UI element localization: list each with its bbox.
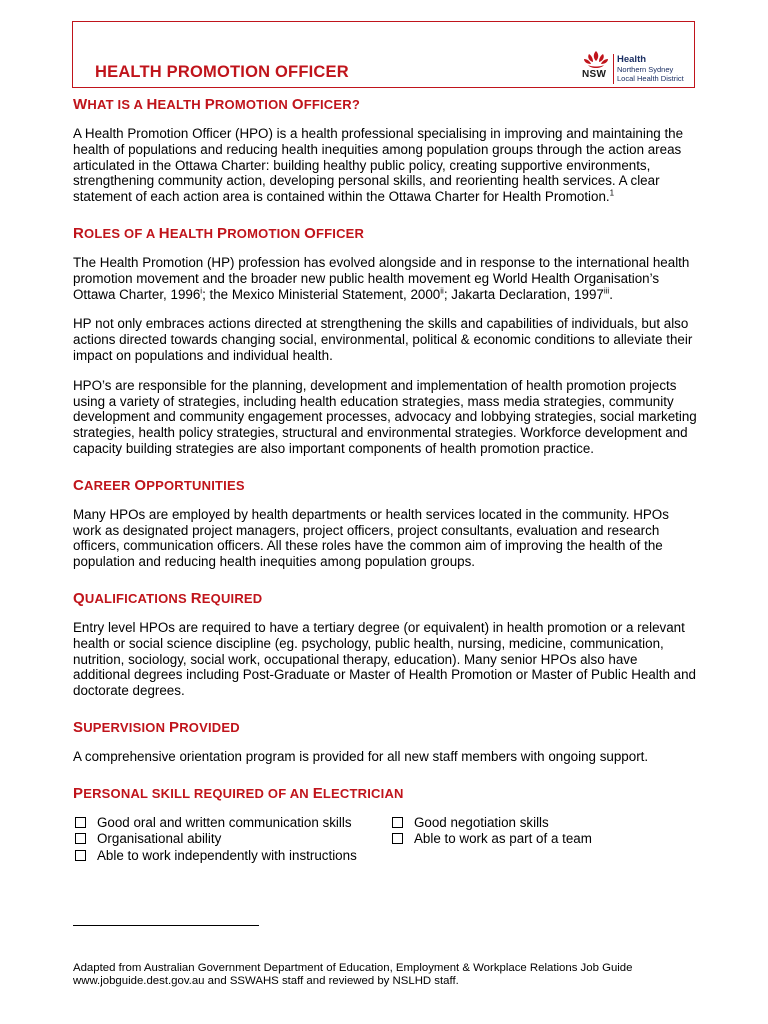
logo-line-2: Northern Sydney: [617, 65, 674, 74]
document-body: [73, 96, 698, 865]
skills-column-2: [390, 815, 592, 848]
footnote-ref: 1: [609, 188, 615, 198]
list-item: Organisational ability: [73, 831, 357, 847]
roles-paragraph-1: The Health Promotion (HP) profession has evolved alongside and in response to the international health promotion movement and the broader new public health movement eg World Health Organisation’s Ottawa Charter, 1996$^i$; the Mexico Ministerial Statement, 2000$^{ii}$; Jakarta Declaration, 1997$^{iii}$.: [73, 254, 690, 302]
skills-column-1: [73, 815, 357, 864]
roles-paragraph-2: HP not only embraces actions directed at strengthening the skills and capabilities of individuals, but also actions directed towards changing social, environmental, political & economic conditions to alleviate their impact on populations and individual health.: [73, 316, 693, 363]
logo-line-3: Local Health District: [617, 74, 684, 83]
title-box: [72, 21, 695, 88]
heading-what-is: WHAT IS A HEALTH PROMOTION OFFICER?: [73, 96, 360, 113]
checkbox-icon: [392, 817, 403, 828]
heading-supervision: SUPERVISION PROVIDED: [73, 718, 240, 736]
waratah-icon: [579, 50, 613, 86]
heading-roles: ROLES OF A HEALTH PROMOTION OFFICER: [73, 224, 365, 242]
checkbox-icon: [75, 817, 86, 828]
what-is-paragraph: A Health Promotion Officer (HPO) is a health professional specialising in improving and maintaining the health of populations and reducing health inequities among population groups through the action areas articulated in the Ottawa Charter: building healthy public policy, creating supportive environments, strengthening community action, developing personal skills, and reorienting health services. A clear statement of each action area is contained within the Ottawa Charter for Health Promotion.$^1$: [73, 126, 684, 205]
qualifications-paragraph: Entry level HPOs are required to have a tertiary degree (or equivalent) in health promotion or a relevant health or social science discipline (eg. psychology, public health, nursing, medicine, communication, nutrition, sociology, social work, occupational therapy, education). Many senior HPOs also have additional degrees including Post-Graduate or Master of Health Promotion or Master of Public Health and doctorate degrees.: [73, 619, 696, 699]
logo-state: NSW: [582, 69, 607, 80]
checkbox-icon: [392, 833, 403, 844]
footer-note: Adapted from Australian Government Department of Education, Employment & Workplace Relations Job Guide www.jobguide.dest.gov.au and SSWAHS staff and reviewed by NSLHD staff.: [73, 962, 633, 987]
list-item: Able to work as part of a team: [390, 831, 592, 847]
heading-qualifications: QUALIFICATIONS REQUIRED: [73, 589, 263, 607]
document-title: HEALTH PROMOTION OFFICER: [95, 63, 349, 81]
skills-list: [73, 815, 698, 865]
career-paragraph: Many HPOs are employed by health departments or health services located in the community. HPOs work as designated project managers, project officers, project consultants, evaluation and research officers, communication officers. All these roles have the common aim of improving the health of the population and reducing health inequities among population groups.: [73, 506, 669, 570]
list-item: Good negotiation skills: [390, 815, 592, 831]
supervision-paragraph: A comprehensive orientation program is provided for all new staff members with ongoing support.: [73, 748, 649, 764]
nsw-health-logo: [579, 50, 689, 86]
logo-divider: [613, 54, 614, 84]
checkbox-icon: [75, 833, 86, 844]
roles-paragraph-3: HPO’s are responsible for the planning, development and implementation of health promotion projects using a variety of strategies, including health education strategies, mass media strategies, community development and community engagement processes, advocacy and lobbying strategies, social marketing strategies, health policy strategies, structural and environmental strategies. Workforce development and capacity building strategies are also important components of health promotion practice.: [73, 377, 697, 456]
heading-personal-skills: PERSONAL SKILL REQUIRED OF AN ELECTRICIAN: [73, 784, 404, 802]
heading-career: CAREER OPPORTUNITIES: [73, 476, 245, 494]
checkbox-icon: [75, 850, 86, 861]
footnote-rule: [73, 925, 259, 926]
list-item: Good oral and written communication skills: [73, 815, 357, 831]
list-item: Able to work independently with instructions: [73, 848, 357, 864]
logo-line-1: Health: [617, 54, 647, 65]
